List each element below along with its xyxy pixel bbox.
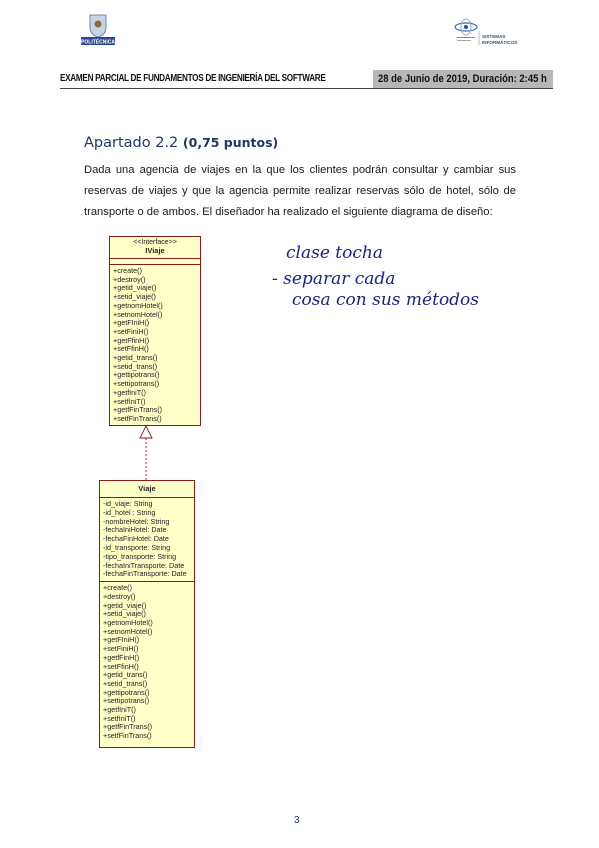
uml-operation: +create() bbox=[113, 266, 142, 275]
uml-operation: +getid_trans() bbox=[113, 353, 158, 363]
uml-operation: +settipotrans() bbox=[113, 379, 160, 389]
uml-operation: +setfIniT() bbox=[113, 396, 146, 406]
uml-operation: +getid_viaje() bbox=[113, 283, 157, 293]
uml-operation: +setFfinH() bbox=[103, 661, 139, 671]
uml-operation: +getid_trans() bbox=[103, 670, 148, 680]
uml-class-header bbox=[100, 481, 194, 498]
uml-stereotype: <<Interface>> bbox=[133, 239, 177, 246]
uml-operation: +setFiniH() bbox=[113, 326, 149, 336]
exam-date: 28 de Junio de 2019, Duración: 2:45 h bbox=[378, 73, 547, 85]
uml-operation: +getFfinH() bbox=[113, 335, 150, 345]
uml-operation: +destroy() bbox=[113, 274, 146, 284]
uml-operation: +setnomHotel() bbox=[113, 309, 163, 319]
uml-attribute: -fechaIniHotel: Date bbox=[103, 525, 167, 535]
uml-operation: +create() bbox=[103, 583, 132, 593]
exam-date-box bbox=[373, 70, 553, 88]
uml-operation: +getfFinTrans() bbox=[103, 722, 153, 732]
si-logo-line1: SISTEMAS bbox=[482, 34, 506, 39]
uml-class-viaje bbox=[99, 480, 195, 748]
uml-interface-iviaje bbox=[109, 236, 201, 426]
uml-attribute: -nombreHotel: String bbox=[103, 516, 170, 526]
uml-operation: +getFIniH() bbox=[113, 318, 150, 328]
problem-statement: Dada una agencia de viajes en la que los clientes podrán consultar y cambiar sus reservas de viajes y que la agencia permite realizar reservas sólo de hotel, sólo de transporte o de ambos. El diseñador ha realizado el siguiente diagrama de diseño: bbox=[84, 164, 516, 218]
handwritten-note-line1: clase tocha bbox=[286, 243, 383, 263]
handwritten-note-line3: cosa con sus métodos bbox=[292, 290, 480, 310]
uml-operation: +setfFinTrans() bbox=[103, 731, 152, 741]
uml-operation: +setfFinTrans() bbox=[113, 413, 162, 423]
uml-operation: +getfFinH() bbox=[103, 652, 140, 662]
uml-attribute: -id_transporte: String bbox=[103, 542, 171, 552]
uml-operation: +setfIniT() bbox=[103, 713, 136, 723]
uml-attribute: -id_hotel : String bbox=[103, 507, 156, 517]
uml-operation: +setFfinH() bbox=[113, 344, 149, 354]
uml-attribute: -id_viaje: String bbox=[103, 499, 153, 508]
uml-operation: +getid_viaje() bbox=[103, 600, 147, 610]
uml-operation: +setid_viaje() bbox=[103, 609, 146, 619]
uml-attribute: -fechaIniTransporte: Date bbox=[103, 560, 185, 570]
uml-attribute: -tipo_transporte: String bbox=[103, 551, 177, 561]
uml-operation: +getFIniH() bbox=[103, 635, 140, 645]
uml-class-attributes bbox=[100, 498, 194, 582]
uml-interface-name: IViaje bbox=[145, 246, 165, 255]
realization-arrow bbox=[136, 424, 156, 482]
section-points: (0,75 puntos) bbox=[182, 135, 279, 150]
uml-operation: +destroy() bbox=[103, 591, 136, 601]
realization-arrowhead bbox=[140, 426, 152, 438]
uml-operation: +setid_trans() bbox=[113, 361, 158, 371]
uml-attribute: -fechaFinTransporte: Date bbox=[103, 569, 187, 579]
uml-operation: +getfFinTrans() bbox=[113, 405, 163, 415]
uml-operation: +setid_viaje() bbox=[113, 292, 156, 302]
uml-operation: +gettipotrans() bbox=[103, 687, 150, 697]
uml-operation: +gettipotrans() bbox=[113, 370, 160, 380]
uml-operation: +setnomHotel() bbox=[103, 626, 153, 636]
si-logo-line2: INFORMÁTICOS bbox=[482, 40, 518, 45]
upm-logo-text: POLITÉCNICA bbox=[81, 39, 115, 46]
section-heading bbox=[84, 135, 278, 151]
section-title: Apartado 2.2 bbox=[84, 135, 179, 151]
page-number: 3 bbox=[294, 815, 300, 826]
header-divider bbox=[60, 88, 553, 89]
upm-logo bbox=[80, 13, 116, 47]
uml-operation: +getfIniT() bbox=[103, 705, 136, 715]
sistemas-informaticos-logo bbox=[452, 17, 522, 47]
uml-interface-header bbox=[110, 237, 200, 259]
uml-class-name: Viaje bbox=[138, 484, 156, 493]
uml-operation: +setid_trans() bbox=[103, 678, 148, 688]
uml-operation: +getnomHotel() bbox=[103, 617, 153, 627]
uml-operation: +settipotrans() bbox=[103, 696, 150, 706]
uml-operation: +setFiniH() bbox=[103, 644, 139, 654]
uml-operation: +getfIniT() bbox=[113, 387, 146, 397]
exam-title: EXAMEN PARCIAL DE FUNDAMENTOS DE INGENIERÍA DEL SOFTWARE bbox=[60, 72, 326, 84]
uml-interface-operations bbox=[110, 265, 200, 426]
handwritten-note-line2: - separar cada bbox=[272, 269, 396, 289]
uml-attribute: -fechaFinHotel: Date bbox=[103, 534, 169, 544]
uml-operation: +getnomHotel() bbox=[113, 300, 163, 310]
uml-class-operations bbox=[100, 582, 194, 743]
